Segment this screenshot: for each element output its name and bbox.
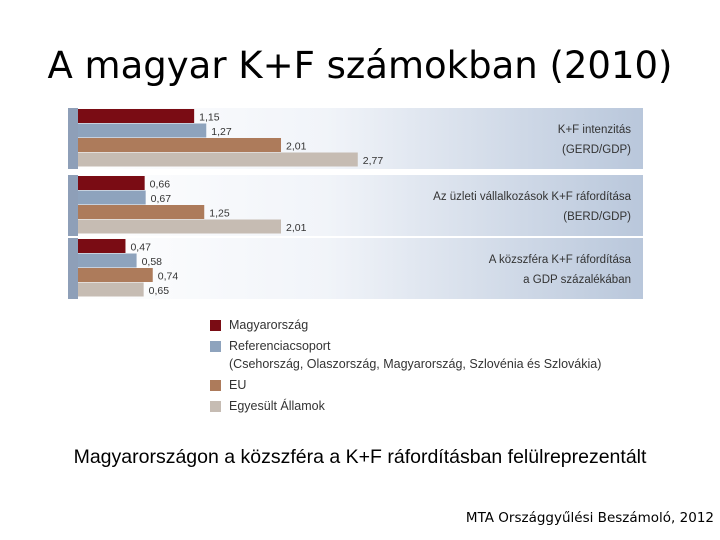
group-label: A közszféra K+F ráfordítása	[488, 254, 631, 266]
bar-1-2	[78, 124, 206, 138]
bar-2-3	[78, 205, 204, 219]
bar-3-3	[78, 268, 153, 282]
source-citation: MTA Országgyűlési Beszámoló, 2012	[465, 510, 714, 526]
bar-value-label: 1,25	[209, 207, 230, 220]
bar-1-3	[78, 138, 281, 152]
legend-label: EU	[229, 378, 247, 392]
slide-caption: Magyarországon a közszféra a K+F ráfordításban felülreprezentált	[73, 446, 647, 468]
bar-value-label: 0,67	[150, 193, 172, 205]
bar-value-label: 2,01	[286, 222, 307, 234]
bar-value-label: 0,47	[130, 241, 151, 254]
legend-swatch	[210, 320, 221, 331]
bar-3-4	[78, 283, 144, 297]
legend-label: Referenciacsoport	[229, 339, 331, 353]
bar-1-4	[78, 153, 358, 167]
bar-value-label: 0,65	[148, 285, 170, 297]
group-label: (BERD/GDP)	[563, 211, 631, 223]
group-label: Az üzleti vállalkozások K+F ráfordítása	[433, 191, 631, 203]
legend-label: Magyarország	[229, 318, 309, 332]
bar-value-label: 0,58	[141, 256, 163, 268]
group-label: K+F intenzitás	[557, 124, 631, 136]
legend-label: Egyesült Államok	[229, 399, 325, 413]
bar-value-label: 1,15	[199, 111, 220, 124]
legend-swatch	[210, 380, 221, 391]
group-label: (GERD/GDP)	[562, 144, 631, 156]
bar-3-1	[78, 239, 125, 253]
bar-value-label: 1,27	[211, 126, 232, 138]
bar-2-4	[78, 220, 281, 234]
legend-note: (Csehország, Olaszország, Magyarország, Szlovénia és Szlovákia)	[229, 357, 602, 371]
bar-2-1	[78, 176, 145, 190]
legend-swatch	[210, 341, 221, 352]
legend-swatch	[210, 401, 221, 412]
bar-value-label: 0,66	[149, 178, 171, 191]
bar-value-label: 0,74	[157, 270, 179, 283]
slide-title: A magyar K+F számokban (2010)	[47, 44, 673, 87]
bar-value-label: 2,01	[286, 140, 307, 153]
group-panel-edge	[68, 238, 78, 299]
bar-chart	[68, 104, 643, 300]
group-panel-edge	[68, 175, 78, 236]
group-panel-edge	[68, 108, 78, 169]
bar-2-2	[78, 191, 146, 205]
group-label: a GDP százalékában	[523, 274, 631, 286]
bar-3-2	[78, 254, 137, 268]
bar-1-1	[78, 109, 194, 123]
bar-value-label: 2,77	[362, 155, 384, 167]
